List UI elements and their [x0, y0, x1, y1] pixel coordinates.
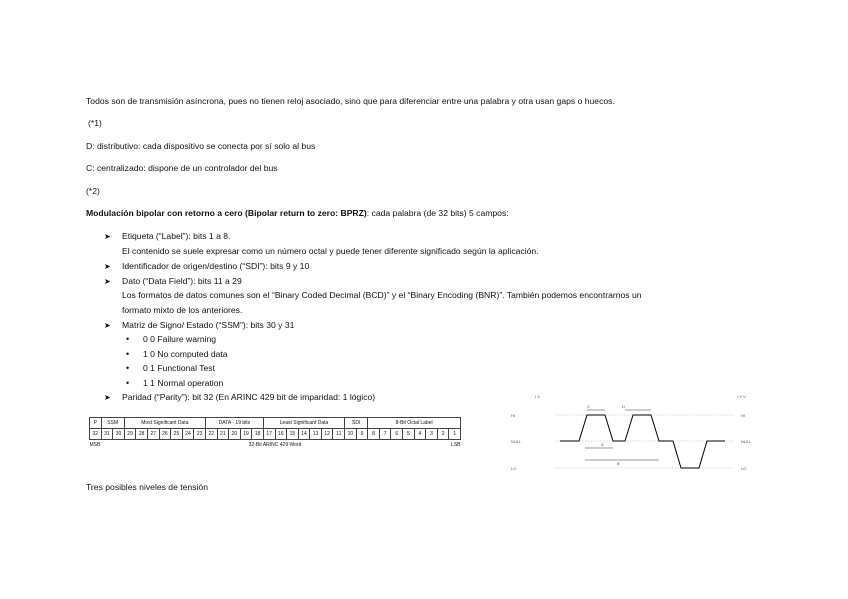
dot-bullet-icon: • [126, 363, 130, 373]
arrow-bullet-icon: ➤ [104, 277, 111, 286]
arinc-header-row [90, 418, 461, 429]
bullet-sdi-title: Identificador de origen/destino (“SDI”): bits 9 y 10 [122, 261, 310, 271]
arinc-bit-cell: 16 [275, 429, 287, 440]
bprz-waveform-diagram [505, 390, 775, 490]
arinc-header-cell: 8-Bit Octal Label [368, 418, 461, 429]
arinc-bit-cell: 5 [403, 429, 415, 440]
arinc-bit-cell: 7 [379, 429, 391, 440]
centralized-definition: C: centralizado: dispone de un controlador del bus [86, 163, 278, 173]
arinc-bit-cell: 29 [124, 429, 136, 440]
arrow-bullet-icon: ➤ [104, 321, 111, 330]
arinc-header-cell: Most Significant Data [124, 418, 205, 429]
bullet-data-detail-2: formato mixto de los anteriores. [122, 305, 243, 315]
arinc-bit-cell: 4 [414, 429, 426, 440]
arinc-bit-cell: 8 [368, 429, 380, 440]
bullet-data-title: Dato (“Data Field”): bits 11 a 29 [122, 276, 242, 286]
arrow-bullet-icon: ➤ [104, 262, 111, 271]
waveform-marker: B [617, 461, 620, 466]
ssm-item: 1 0 No computed data [143, 349, 228, 359]
arinc-bit-cell: 32 [90, 429, 102, 440]
waveform-marker: C [587, 404, 590, 409]
arinc-bit-cell: 28 [136, 429, 148, 440]
arinc-bit-cell: 1 [449, 429, 461, 440]
arinc-bit-cell: 13 [310, 429, 322, 440]
arinc-word-caption: 32-Bit ARINC 429 Word [248, 441, 302, 448]
waveform-marker: A [601, 442, 604, 447]
reference-2: (*2) [86, 186, 100, 196]
arinc-bit-cell: 17 [263, 429, 275, 440]
waveform-label-left-top: I X [535, 394, 540, 399]
arinc-bit-cell: 20 [229, 429, 241, 440]
bprz-heading [86, 208, 509, 219]
bullet-parity-title: Paridad (“Parity”): bit 32 (En ARINC 429 bit de imparidad: 1 lógico) [122, 392, 376, 402]
arinc-bit-cell: 3 [426, 429, 438, 440]
arinc-header-cell: DATA - 19 bits [205, 418, 263, 429]
waveform-left-label: NULL [511, 439, 522, 444]
waveform-label-right-top: I X V [737, 394, 746, 399]
arinc-bit-cell: 21 [217, 429, 229, 440]
bullet-label-title: Etiqueta (“Label”): bits 1 a 8. [122, 231, 231, 241]
bullet-label-detail: El contenido se suele expresar como un número octal y puede tener diferente significado según la aplicación. [122, 246, 539, 256]
arinc-429-word-table [89, 417, 461, 450]
arinc-lsb: LSB [451, 441, 461, 448]
arinc-bit-cell: 11 [333, 429, 345, 440]
arinc-bit-cell: 19 [240, 429, 252, 440]
dot-bullet-icon: • [126, 334, 130, 344]
arinc-header-cell: P [90, 418, 102, 429]
arinc-bit-cell: 23 [194, 429, 206, 440]
arinc-bit-cell: 22 [205, 429, 217, 440]
waveform-right-label: NULL [741, 439, 752, 444]
arinc-bits-row [90, 429, 461, 440]
arinc-bit-cell: 2 [437, 429, 449, 440]
arinc-footer-row [90, 440, 461, 451]
arinc-bit-cell: 25 [171, 429, 183, 440]
arinc-bit-cell: 10 [345, 429, 357, 440]
waveform-marker: D [622, 404, 625, 409]
bprz-heading-rest: : cada palabra (de 32 bits) 5 campos: [366, 208, 509, 218]
arinc-bit-cell: 15 [287, 429, 299, 440]
arinc-bit-cell: 12 [321, 429, 333, 440]
intro-paragraph: Todos son de transmisión asíncrona, pues no tienen reloj asociado, sino que para diferenciar entre una palabra y otra usan gaps o huecos. [86, 96, 615, 106]
dot-bullet-icon: • [126, 349, 130, 359]
voltage-levels-caption: Tres posibles niveles de tensión [86, 482, 208, 492]
waveform-left-label: LO [511, 466, 517, 471]
arinc-bit-cell: 18 [252, 429, 264, 440]
ssm-item: 0 0 Failure warning [143, 334, 217, 344]
waveform-left-label: HI [511, 413, 515, 418]
arinc-bit-cell: 30 [113, 429, 125, 440]
arinc-bit-cell: 24 [182, 429, 194, 440]
distributive-definition: D: distributivo: cada dispositivo se conecta por sí solo al bus [86, 141, 316, 151]
arinc-bit-cell: 26 [159, 429, 171, 440]
bullet-ssm-title: Matriz de Signo/ Estado (“SSM”): bits 30 y 31 [122, 320, 295, 330]
arinc-header-cell: SDI [345, 418, 368, 429]
waveform-right-label: LO [741, 466, 747, 471]
arinc-bit-cell: 9 [356, 429, 368, 440]
waveform-right-label: HI [741, 413, 745, 418]
arinc-msb: MSB [89, 441, 101, 448]
arinc-bit-cell: 31 [101, 429, 113, 440]
ssm-item: 0 1 Functional Test [143, 363, 215, 373]
arinc-bit-cell: 14 [298, 429, 310, 440]
arrow-bullet-icon: ➤ [104, 232, 111, 241]
ssm-item: 1 1 Normal operation [143, 378, 224, 388]
arinc-header-cell: Least Significant Data [263, 418, 344, 429]
bprz-heading-bold: Modulación bipolar con retorno a cero (Bipolar return to zero: BPRZ) [86, 208, 367, 218]
arrow-bullet-icon: ➤ [104, 393, 111, 402]
arinc-bit-cell: 6 [391, 429, 403, 440]
dot-bullet-icon: • [126, 378, 130, 388]
reference-1: (*1) [88, 118, 102, 128]
bullet-data-detail-1: Los formatos de datos comunes son el “Binary Coded Decimal (BCD)” y el “Binary Encoding (BNR)”. También podemos encontrarnos un [122, 290, 642, 300]
arinc-header-cell: SSM [101, 418, 124, 429]
arinc-bit-cell: 27 [147, 429, 159, 440]
